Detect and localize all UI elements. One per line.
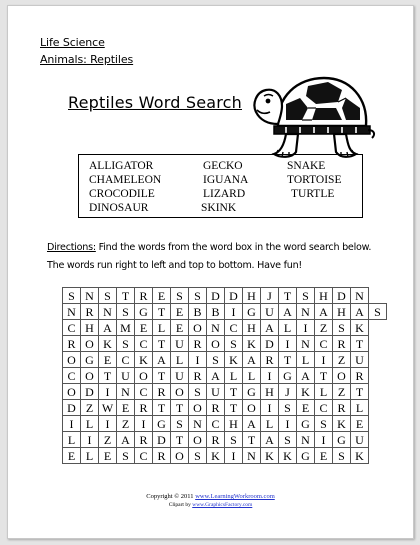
grid-cell[interactable]: O (81, 336, 99, 352)
grid-cell[interactable]: A (207, 368, 225, 384)
grid-cell[interactable]: J (261, 288, 279, 304)
grid-cell[interactable]: O (189, 432, 207, 448)
grid-cell[interactable]: N (63, 304, 81, 320)
word-bank-box (78, 154, 363, 218)
grid-cell[interactable]: U (351, 432, 369, 448)
grid-row (63, 448, 387, 464)
grid-cell[interactable]: H (243, 288, 261, 304)
grid-cell[interactable]: L (81, 448, 99, 464)
clipart-link[interactable]: www.GraphicsFactory.com (192, 502, 253, 508)
grid-cell[interactable]: Z (315, 320, 333, 336)
grid-cell[interactable]: Z (333, 352, 351, 368)
grid-row (63, 288, 387, 304)
grid-row (63, 432, 387, 448)
grid-row (63, 384, 387, 400)
grid-cell[interactable]: I (315, 352, 333, 368)
grid-cell[interactable]: S (189, 288, 207, 304)
directions-text (47, 239, 397, 275)
grid-cell[interactable]: N (81, 288, 99, 304)
grid-cell[interactable]: C (225, 320, 243, 336)
grid-cell[interactable]: T (243, 432, 261, 448)
copyright-text: Copyright © 2011 (146, 493, 196, 500)
grid-cell[interactable]: R (153, 448, 171, 464)
word-bank-item: CHAMELEON (89, 174, 162, 186)
grid-cell[interactable]: G (333, 432, 351, 448)
grid-cell[interactable]: J (279, 384, 297, 400)
grid-cell[interactable]: N (117, 384, 135, 400)
grid-cell[interactable]: R (189, 336, 207, 352)
clipart-text: Clipart by (168, 502, 193, 508)
grid-cell[interactable]: E (297, 400, 315, 416)
grid-cell[interactable]: E (63, 448, 81, 464)
grid-cell[interactable]: T (279, 288, 297, 304)
grid-cell[interactable]: S (171, 288, 189, 304)
grid-cell[interactable]: O (63, 384, 81, 400)
grid-cell[interactable]: S (189, 384, 207, 400)
word-search-grid (62, 287, 387, 464)
grid-cell[interactable]: I (189, 352, 207, 368)
grid-cell[interactable]: Z (117, 416, 135, 432)
grid-cell[interactable]: R (351, 368, 369, 384)
grid-cell[interactable]: B (207, 304, 225, 320)
grid-cell[interactable]: A (99, 320, 117, 336)
grid-row (63, 320, 387, 336)
grid-cell[interactable]: K (261, 448, 279, 464)
grid-cell[interactable]: C (135, 336, 153, 352)
grid-cell[interactable]: I (81, 432, 99, 448)
grid-cell[interactable]: A (243, 416, 261, 432)
grid-cell[interactable]: A (351, 304, 369, 320)
grid-cell[interactable]: L (351, 400, 369, 416)
grid-cell[interactable]: G (297, 448, 315, 464)
grid-cell[interactable]: C (207, 416, 225, 432)
grid-cell[interactable]: S (117, 448, 135, 464)
grid-cell[interactable]: C (63, 320, 81, 336)
grid-cell[interactable]: L (153, 320, 171, 336)
grid-cell[interactable]: T (225, 400, 243, 416)
grid-cell[interactable]: S (225, 432, 243, 448)
grid-cell[interactable]: A (261, 320, 279, 336)
grid-cell[interactable]: I (225, 448, 243, 464)
grid-cell[interactable]: T (225, 384, 243, 400)
word-bank-item: CROCODILE (89, 188, 155, 200)
grid-cell[interactable]: S (315, 416, 333, 432)
grid-cell[interactable]: O (63, 352, 81, 368)
grid-cell[interactable]: A (117, 432, 135, 448)
subject-heading: Life Science (40, 36, 105, 49)
grid-cell[interactable]: I (315, 432, 333, 448)
grid-cell[interactable]: T (351, 384, 369, 400)
grid-cell[interactable]: H (225, 416, 243, 432)
grid-cell[interactable]: Z (99, 432, 117, 448)
grid-cell[interactable]: K (351, 448, 369, 464)
grid-cell[interactable]: T (153, 400, 171, 416)
grid-cell[interactable]: O (189, 400, 207, 416)
grid-cell[interactable]: S (279, 400, 297, 416)
grid-cell[interactable]: N (189, 416, 207, 432)
grid-cell[interactable]: T (171, 432, 189, 448)
grid-cell[interactable]: H (315, 288, 333, 304)
grid-cell[interactable]: D (207, 288, 225, 304)
grid-row (63, 336, 387, 352)
word-bank-item: SNAKE (287, 160, 326, 172)
copyright-link[interactable]: www.LearningWorkroom.com (195, 493, 275, 500)
grid-cell[interactable]: D (261, 336, 279, 352)
grid-cell[interactable]: N (351, 288, 369, 304)
directions-label: Directions: (47, 242, 96, 253)
grid-cell[interactable]: U (171, 368, 189, 384)
grid-cell[interactable]: R (153, 384, 171, 400)
grid-cell[interactable]: I (279, 416, 297, 432)
grid-cell[interactable]: A (261, 432, 279, 448)
grid-cell[interactable]: I (279, 336, 297, 352)
grid-cell[interactable]: U (171, 336, 189, 352)
word-bank-item: GECKO (203, 160, 243, 172)
grid-cell[interactable]: I (261, 368, 279, 384)
grid-cell[interactable]: A (297, 368, 315, 384)
grid-cell[interactable]: R (135, 400, 153, 416)
grid-cell[interactable]: T (171, 400, 189, 416)
word-bank-item: ALLIGATOR (89, 160, 154, 172)
grid-cell[interactable]: D (225, 288, 243, 304)
grid-cell[interactable]: S (171, 416, 189, 432)
grid-cell[interactable]: G (297, 416, 315, 432)
grid-cell[interactable]: R (189, 368, 207, 384)
grid-cell[interactable]: R (333, 336, 351, 352)
grid-cell[interactable]: L (171, 352, 189, 368)
grid-cell[interactable]: N (297, 336, 315, 352)
grid-cell[interactable]: I (63, 416, 81, 432)
grid-cell[interactable]: N (243, 448, 261, 464)
copyright-line (8, 493, 413, 500)
clipart-credit (8, 502, 413, 508)
directions-line-2: The words run right to left and top to bottom. Have fun! (47, 260, 302, 271)
grid-cell[interactable]: Z (333, 384, 351, 400)
grid-cell[interactable]: K (279, 448, 297, 464)
grid-cell[interactable]: T (279, 352, 297, 368)
grid-cell[interactable]: O (81, 368, 99, 384)
grid-cell[interactable]: E (351, 416, 369, 432)
grid-cell[interactable]: L (261, 416, 279, 432)
grid-row (63, 368, 387, 384)
grid-cell[interactable]: L (243, 368, 261, 384)
grid-cell[interactable]: T (153, 304, 171, 320)
grid-cell[interactable]: L (225, 368, 243, 384)
grid-cell[interactable]: S (297, 288, 315, 304)
word-bank-item: TORTOISE (287, 174, 342, 186)
grid-cell[interactable]: K (135, 352, 153, 368)
grid-cell[interactable]: O (333, 368, 351, 384)
grid-cell[interactable]: E (171, 304, 189, 320)
grid-cell[interactable]: C (117, 352, 135, 368)
grid-cell[interactable]: L (63, 432, 81, 448)
turtle-illustration (246, 68, 378, 164)
grid-cell[interactable]: K (207, 448, 225, 464)
grid-cell[interactable]: E (99, 352, 117, 368)
grid-cell[interactable]: I (99, 384, 117, 400)
grid-cell[interactable]: I (135, 416, 153, 432)
grid-cell[interactable]: S (279, 432, 297, 448)
grid-cell[interactable]: E (135, 320, 153, 336)
grid-cell[interactable]: T (117, 288, 135, 304)
grid-cell[interactable]: O (243, 400, 261, 416)
grid-cell[interactable]: G (243, 384, 261, 400)
grid-cell[interactable]: N (207, 320, 225, 336)
grid-cell[interactable]: G (243, 304, 261, 320)
grid-cell[interactable]: E (171, 320, 189, 336)
grid-cell[interactable]: S (333, 448, 351, 464)
grid-cell[interactable]: T (153, 368, 171, 384)
grid-cell[interactable]: S (63, 288, 81, 304)
grid-cell[interactable]: U (117, 368, 135, 384)
grid-cell[interactable]: C (135, 384, 153, 400)
grid-cell[interactable]: T (315, 368, 333, 384)
grid-cell[interactable]: T (351, 336, 369, 352)
grid-cell[interactable]: R (261, 352, 279, 368)
grid-cell[interactable]: K (243, 336, 261, 352)
grid-cell[interactable]: G (81, 352, 99, 368)
grid-cell[interactable]: O (207, 336, 225, 352)
grid-cell[interactable]: L (81, 416, 99, 432)
grid-cell[interactable]: C (63, 368, 81, 384)
grid-cell[interactable]: U (261, 304, 279, 320)
grid-cell[interactable]: C (315, 400, 333, 416)
grid-cell[interactable]: R (135, 288, 153, 304)
grid-cell[interactable]: G (279, 368, 297, 384)
grid-cell[interactable]: S (117, 304, 135, 320)
grid-row (63, 416, 387, 432)
grid-cell[interactable]: D (81, 384, 99, 400)
grid-cell[interactable]: S (117, 336, 135, 352)
grid-row (63, 352, 387, 368)
directions-line-1: Find the words from the word box in the word search below. (95, 242, 372, 253)
grid-cell[interactable]: E (315, 448, 333, 464)
word-bank-item: IGUANA (203, 174, 249, 186)
grid-cell[interactable]: H (243, 320, 261, 336)
grid-cell[interactable]: T (99, 368, 117, 384)
grid-cell[interactable]: A (315, 304, 333, 320)
grid-cell[interactable]: O (189, 320, 207, 336)
page-title: Reptiles Word Search (68, 93, 243, 112)
grid-cell[interactable]: G (135, 304, 153, 320)
grid-cell[interactable]: R (135, 432, 153, 448)
grid-cell[interactable]: S (369, 304, 387, 320)
grid-cell[interactable]: I (225, 304, 243, 320)
grid-cell[interactable]: N (297, 304, 315, 320)
grid-cell[interactable]: H (261, 384, 279, 400)
grid-cell[interactable]: E (117, 400, 135, 416)
grid-cell[interactable]: L (297, 352, 315, 368)
grid-cell[interactable]: R (63, 336, 81, 352)
grid-cell[interactable]: S (207, 352, 225, 368)
grid-cell[interactable]: U (351, 352, 369, 368)
grid-cell[interactable]: S (189, 448, 207, 464)
grid-cell[interactable]: S (225, 336, 243, 352)
worksheet-page (7, 5, 414, 539)
grid-cell[interactable]: C (135, 448, 153, 464)
grid-row (63, 304, 387, 320)
grid-cell[interactable]: D (63, 400, 81, 416)
grid-cell[interactable]: L (315, 384, 333, 400)
grid-cell[interactable]: N (297, 432, 315, 448)
grid-cell[interactable]: B (189, 304, 207, 320)
grid-cell[interactable]: A (243, 352, 261, 368)
grid-cell[interactable]: R (207, 400, 225, 416)
grid-cell[interactable]: D (333, 288, 351, 304)
grid-cell[interactable]: C (315, 336, 333, 352)
grid-cell[interactable]: A (153, 352, 171, 368)
grid-cell[interactable]: K (99, 336, 117, 352)
grid-cell[interactable]: O (135, 368, 153, 384)
grid-cell[interactable]: T (153, 336, 171, 352)
grid-cell[interactable]: K (225, 352, 243, 368)
grid-cell[interactable]: A (279, 304, 297, 320)
grid-cell[interactable]: R (207, 432, 225, 448)
grid-cell[interactable]: H (333, 304, 351, 320)
word-bank-item: LIZARD (203, 188, 246, 200)
grid-cell[interactable]: I (99, 416, 117, 432)
grid-cell[interactable]: H (81, 320, 99, 336)
grid-cell[interactable]: R (81, 304, 99, 320)
grid-cell[interactable]: K (351, 320, 369, 336)
word-bank-item: SKINK (201, 202, 237, 214)
grid-cell[interactable]: G (153, 416, 171, 432)
grid-cell[interactable]: S (99, 288, 117, 304)
word-bank-item: TURTLE (291, 188, 335, 200)
grid-cell[interactable]: U (207, 384, 225, 400)
grid-cell[interactable]: K (333, 416, 351, 432)
grid-cell[interactable]: O (171, 384, 189, 400)
grid-cell[interactable]: M (117, 320, 135, 336)
grid-cell[interactable]: R (333, 400, 351, 416)
word-bank-item: DINOSAUR (89, 202, 149, 214)
grid-row (63, 400, 387, 416)
grid-cell[interactable]: D (153, 432, 171, 448)
grid-cell[interactable]: W (99, 400, 117, 416)
grid-cell[interactable]: I (261, 400, 279, 416)
grid-cell[interactable]: O (171, 448, 189, 464)
topic-heading: Animals: Reptiles (40, 53, 134, 66)
grid-cell[interactable]: K (297, 384, 315, 400)
grid-cell[interactable]: E (99, 448, 117, 464)
grid-cell[interactable]: I (297, 320, 315, 336)
grid-cell[interactable]: Z (81, 400, 99, 416)
grid-cell[interactable]: N (99, 304, 117, 320)
grid-cell[interactable]: S (333, 320, 351, 336)
grid-cell[interactable]: L (279, 320, 297, 336)
grid-cell[interactable]: E (153, 288, 171, 304)
